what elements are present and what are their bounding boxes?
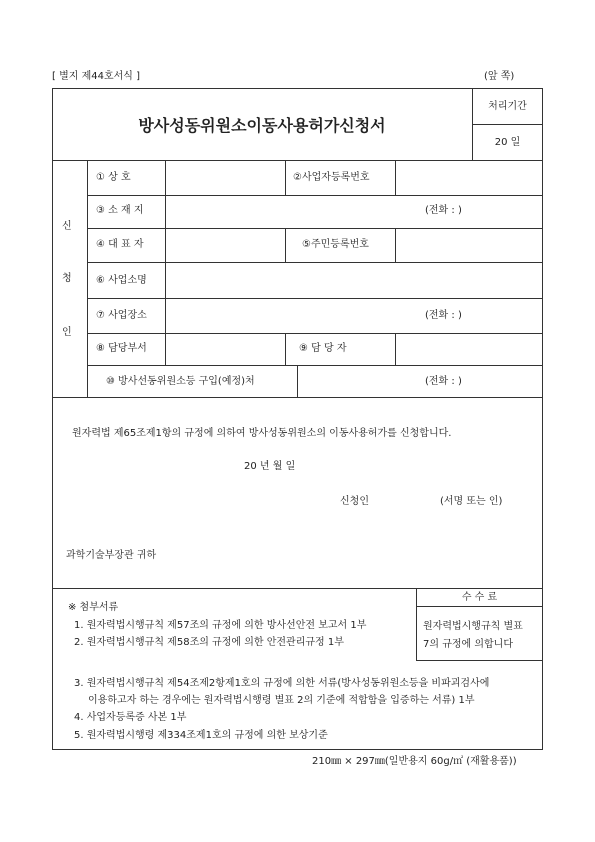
attachment-item-continued: 이용하고자 하는 경우에는 원자력법시행령 별표 2의 기준에 적합함을 입증하는 서류) 1부 [88, 695, 475, 706]
fee-heading: 수 수 료 [461, 592, 498, 603]
attachment-item: 3. 원자력법시행규칙 제54조제2항제1호의 규정에 의한 서류(방사성동위원소등을 비파괴검사에 [74, 678, 490, 689]
fee-text-line1: 원자력법시행규칙 별표 [423, 621, 523, 632]
person-in-charge-label: ⑨ 담 당 자 [299, 343, 347, 354]
attachments-heading: ※ 첨부서류 [68, 602, 119, 613]
form-title: 방사성동위원소이동사용허가신청서 [138, 116, 386, 135]
processing-period-value: 20 일 [494, 137, 521, 148]
resident-reg-no-label: ⑤주민등록번호 [302, 239, 369, 250]
office-name-label: ⑥ 사업소명 [96, 275, 147, 286]
applicant-signer-label: 신청인 [340, 496, 369, 507]
application-statement: 원자력법 제65조제1항의 규정에 의하여 방사성동위원소의 이동사용허가를 신청합니다. [72, 428, 452, 439]
business-reg-no-label: ②사업자등록번호 [293, 172, 370, 183]
purchase-phone: (전화 : ) [425, 376, 462, 387]
form-number: [ 별지 제44호서식 ] [52, 71, 141, 82]
attachment-item: 5. 원자력법시행령 제334조제1호의 규정에 의한 보상기준 [74, 730, 328, 741]
trade-name-label: ① 상 호 [96, 172, 131, 183]
applicant-label-3: 인 [62, 327, 72, 338]
applicant-label-1: 신 [62, 221, 72, 232]
paper-spec-footer: 210㎜ × 297㎜(일반용지 60g/㎡ (재활용품)) [312, 756, 517, 767]
fee-text-line2: 7의 규정에 의합니다 [423, 639, 513, 650]
attachment-item: 1. 원자력법시행규칙 제57조의 규정에 의한 방사선안전 보고서 1부 [74, 620, 367, 631]
recipient: 과학기술부장관 귀하 [66, 550, 157, 561]
form-frame [52, 88, 543, 750]
processing-period-label: 처리기간 [488, 101, 527, 112]
applicant-label-2: 청 [62, 273, 72, 284]
representative-label: ④ 대 표 자 [96, 239, 144, 250]
office-location-label: ⑦ 사업장소 [96, 310, 147, 321]
address-label: ③ 소 재 지 [96, 205, 144, 216]
department-label: ⑧ 담당부서 [96, 343, 147, 354]
address-phone: (전화 : ) [425, 205, 462, 216]
page-side-label: (앞 쪽) [484, 71, 515, 82]
attachment-item: 2. 원자력법시행규칙 제58조의 규정에 의한 안전관리규정 1부 [74, 637, 344, 648]
application-date: 20 년 월 일 [244, 461, 296, 472]
purchase-place-label: ⑩ 방사선동위원소등 구입(예정)처 [106, 376, 255, 387]
attachment-item: 4. 사업자등록증 사본 1부 [74, 712, 187, 723]
signature-note: (서명 또는 인) [440, 496, 503, 507]
office-phone: (전화 : ) [425, 310, 462, 321]
